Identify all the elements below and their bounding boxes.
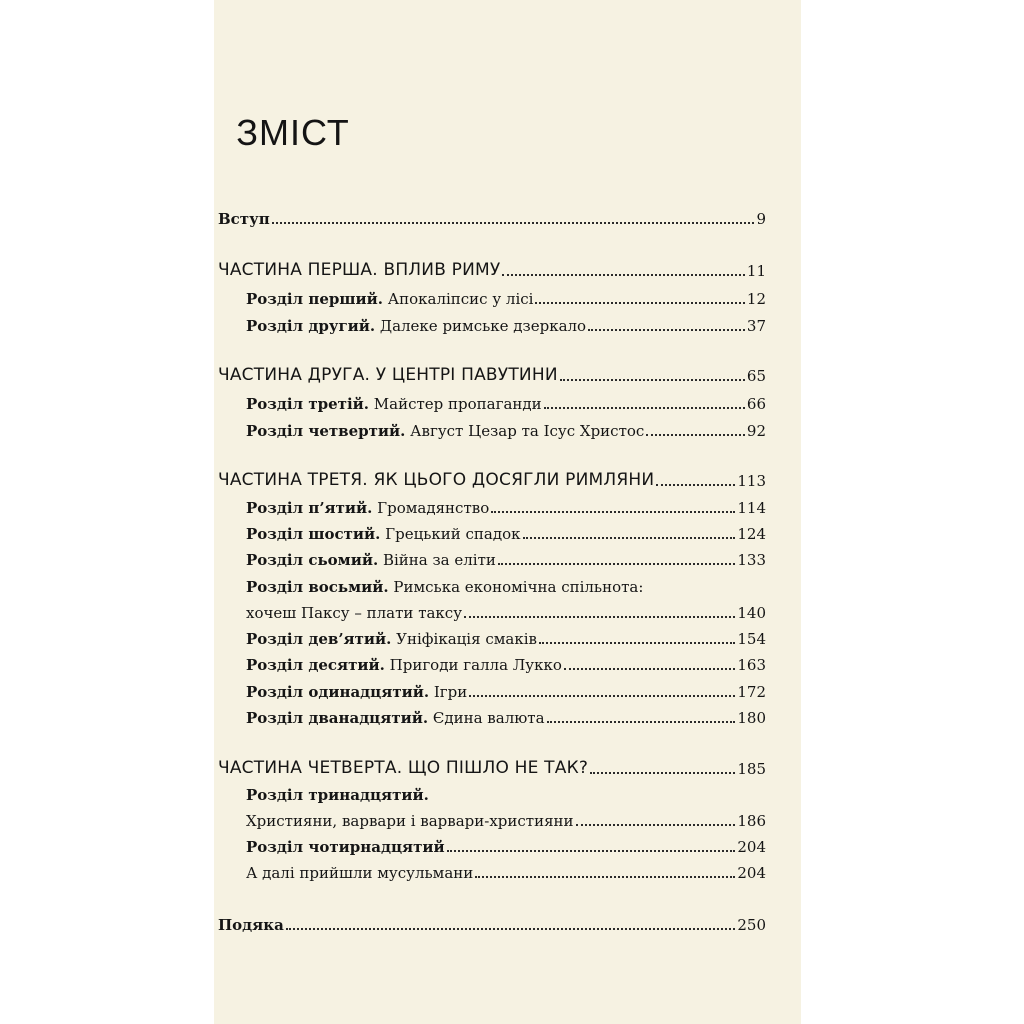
dot-leader <box>646 434 745 436</box>
toc-chapter-14-line2 <box>246 856 766 882</box>
dot-leader <box>464 616 735 618</box>
chapter-number: Розділ одинадцятий. <box>246 683 430 701</box>
chapter-title: Єдина валюта <box>428 709 545 727</box>
chapter-number: Розділ п’ятий. <box>246 499 373 517</box>
chapter-number: Розділ дванадцятий. <box>246 709 429 727</box>
page-number: 66 <box>746 395 766 413</box>
dot-leader <box>539 642 735 644</box>
page-number: 124 <box>737 525 766 543</box>
dot-leader <box>588 329 745 331</box>
part-title: ЧАСТИНА ДРУГА. У ЦЕНТРІ ПАВУТИНИ <box>218 365 558 385</box>
dot-leader <box>502 274 744 276</box>
chapter-number: Розділ восьмий. <box>246 578 389 596</box>
toc-part-4 <box>218 752 766 778</box>
chapter-number: Розділ шостий. <box>246 525 381 543</box>
toc-chapter-8-line1 <box>246 570 766 596</box>
toc-chapter-9 <box>246 622 766 648</box>
page-title: ЗМІСТ <box>236 112 350 153</box>
dot-leader <box>469 695 735 697</box>
page-number: 140 <box>737 604 766 622</box>
page-number: 133 <box>737 551 766 569</box>
chapter-title: Ігри <box>429 683 468 701</box>
chapter-title: Уніфікація смаків <box>391 630 537 648</box>
toc-chapter-11 <box>246 675 766 701</box>
page-number: 250 <box>737 916 766 934</box>
chapter-number: Розділ десятий. <box>246 656 385 674</box>
toc-chapter-8-line2 <box>246 596 766 622</box>
page-number: 172 <box>737 683 766 701</box>
page-number: 204 <box>737 864 766 882</box>
chapter-title: Август Цезар та Ісус Христос <box>405 422 645 440</box>
dot-leader <box>656 484 735 486</box>
toc-part-3 <box>218 464 766 490</box>
chapter-number: Розділ сьомий. <box>246 551 379 569</box>
chapter-number: Розділ четвертий. <box>246 422 406 440</box>
page-number: 154 <box>737 630 766 648</box>
dot-leader <box>590 772 735 774</box>
chapter-number: Розділ тринадцятий. <box>246 786 429 804</box>
dot-leader <box>560 379 745 381</box>
chapter-title: Грецький спадок <box>380 525 521 543</box>
page-number: 113 <box>737 472 766 490</box>
page-number: 9 <box>756 210 766 228</box>
chapter-title: Римська економічна спільнота: <box>388 578 644 596</box>
dot-leader <box>475 876 735 878</box>
dot-leader <box>523 537 736 539</box>
toc-chapter-1 <box>246 282 766 308</box>
dot-leader <box>491 511 735 513</box>
chapter-title: Майстер пропаганди <box>369 395 542 413</box>
part-title: ЧАСТИНА ПЕРША. ВПЛИВ РИМУ <box>218 260 501 280</box>
chapter-title-continued: хочеш Паксу – плати таксу <box>246 604 463 622</box>
toc-chapter-4 <box>246 414 766 440</box>
dot-leader <box>286 928 736 930</box>
dot-leader <box>544 407 745 409</box>
toc-chapter-14-line1 <box>246 830 766 856</box>
chapter-title: Пригоди галла Лукко <box>384 656 562 674</box>
dot-leader <box>272 222 755 224</box>
toc-entry-thanks <box>218 908 766 934</box>
toc-chapter-6 <box>246 517 766 543</box>
toc-chapter-2 <box>246 309 766 335</box>
page-number: 185 <box>737 760 766 778</box>
dot-leader <box>447 850 736 852</box>
chapter-title: Війна за еліти <box>378 551 496 569</box>
page-number: 12 <box>746 290 766 308</box>
dot-leader <box>535 302 744 304</box>
page-number: 37 <box>746 317 766 335</box>
toc-chapter-3 <box>246 387 766 413</box>
dot-leader <box>547 721 736 723</box>
chapter-number: Розділ чотирнадцятий <box>246 838 445 856</box>
part-title: ЧАСТИНА ЧЕТВЕРТА. ЩО ПІШЛО НЕ ТАК? <box>218 758 589 778</box>
page-number: 65 <box>746 367 766 385</box>
page-number: 92 <box>746 422 766 440</box>
page-number: 163 <box>737 656 766 674</box>
chapter-title-continued: Християни, варвари і варвари-християни <box>246 812 574 830</box>
toc-chapter-13-line1 <box>246 778 766 804</box>
toc-part-2 <box>218 359 766 385</box>
chapter-title: Далеке римське дзеркало <box>375 317 587 335</box>
chapter-number: Розділ другий. <box>246 317 376 335</box>
chapter-number: Розділ перший. <box>246 290 383 308</box>
toc-entry-label: Подяка <box>218 916 284 934</box>
toc-chapter-7 <box>246 543 766 569</box>
dot-leader <box>576 824 736 826</box>
page-number: 186 <box>737 812 766 830</box>
chapter-title: Апокаліпсис у лісі <box>382 290 534 308</box>
toc-entry-label: Вступ <box>218 210 270 228</box>
dot-leader <box>564 668 735 670</box>
part-title: ЧАСТИНА ТРЕТЯ. ЯК ЦЬОГО ДОСЯГЛИ РИМЛЯНИ <box>218 470 655 490</box>
chapter-number: Розділ третій. <box>246 395 370 413</box>
chapter-title-continued: А далі прийшли мусульмани <box>246 864 474 882</box>
toc-chapter-13-line2 <box>246 804 766 830</box>
toc-part-1 <box>218 254 766 280</box>
toc-entry-intro <box>218 202 766 228</box>
page-number: 11 <box>746 262 766 280</box>
page-number: 180 <box>737 709 766 727</box>
toc-chapter-10 <box>246 648 766 674</box>
page-number: 204 <box>737 838 766 856</box>
chapter-number: Розділ дев’ятий. <box>246 630 392 648</box>
toc-chapter-12 <box>246 701 766 727</box>
toc-chapter-5 <box>246 491 766 517</box>
page-number: 114 <box>737 499 766 517</box>
dot-leader <box>498 563 735 565</box>
chapter-title: Громадянство <box>372 499 490 517</box>
